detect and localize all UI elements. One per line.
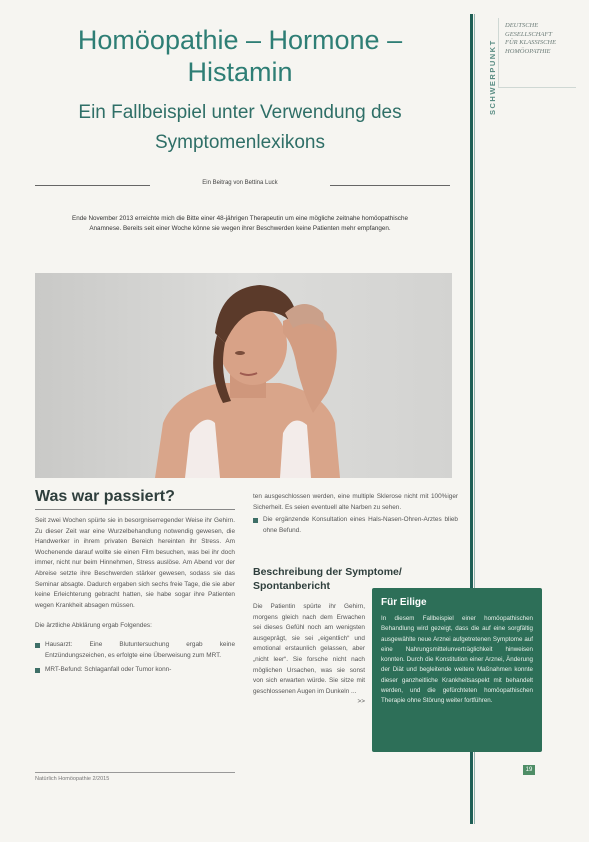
subheading-symptoms: Beschreibung der Symptome/ Spontanbericht [253, 566, 402, 592]
article-photo [35, 273, 452, 478]
footer-rule [35, 772, 235, 773]
column-left-paragraph-1: Seit zwei Wochen spürte sie in besorgniserregender Weise ihr Gehirn. Zu dieser Zeit war eine Wurzelbehandlung notwendig gewesen, die Handwerker in ihrem privaten Bereich hereinten ihr Stress. Am Wochenende darauf wollte sie einen Film besuchen, was bei ihr doch immer, nicht nur beim Hinnehmen, Stress auslöse. Am Abend vor der Abreise setzte ihre Beschwerden stärker gewesen, sodass sie das Seminar absagte. Dadurch ergaben sich sechs freie Tage, die sie aber keine Erleichterung gebracht hatten, sie habe sogar ihre Patienten wegen Krankheit absagen müssen. [35, 517, 235, 609]
column-right-bottom [253, 602, 365, 708]
bullet-item: MRT-Befund: Schlaganfall oder Tumor konn- [35, 665, 235, 676]
summary-box-heading: Für Eilige [381, 597, 427, 608]
column-left-paragraph-2: Die ärztliche Abklärung ergab Folgendes: [35, 622, 152, 630]
article-subtitle: Ein Fallbeispiel unter Verwendung des Symptomenlexikons [78, 102, 402, 153]
column-right-top [253, 492, 458, 536]
lead-paragraph: Ende November 2013 erreichte mich die Bitte einer 48-jährigen Therapeutin um eine mögliche zeitnahe homöopathische Anamnese. Bereits seit einer Woche könne sie wegen ihrer Beschwerden keine Patienten mehr empfangen. [72, 215, 408, 232]
summary-box-text: In diesem Fallbeispiel einer homöopathischen Behandlung wird gezeigt, dass die auf eine sorgfältig ausgewählte neue Arznei aufgetretenen Symptome auf eine Nahrungsmittelunverträglichkeit hinweisen konnten. Durch die Konstitution einer Arznei, Änderung der Diät und begleitende weitere Maßnahmen konnte dieser ganzheitliche Krankheitsaspekt mit behandelt werden, und die gefürchteten homöopathischen Therapie ohne Störung weiter fortführen. [381, 615, 533, 705]
byline-rule-left [35, 185, 150, 186]
byline: Ein Beitrag von Bettina Luck [150, 180, 330, 186]
column-right-paragraph-2: Die Patientin spürte ihr Gehirn, morgens gleich nach dem Erwachen sei dieses Gefühl noch am wenigsten ausgeprägt, sie sei „eigentlich“ und emotional erstaunlich gelassen, aber „nicht leer“. Sie forsche nicht nach möglichen Ursachen, was sie sonst von sich erwarten würde. Sie sitze mit geschlossenen Augen im Dunkeln ... [253, 603, 365, 695]
society-logo: DEUTSCHE GESELLSCHAFT FÜR KLASSISCHE HOMÖOPATHIE [498, 18, 576, 88]
journal-footer: Natürlich Homöopathie 2/2015 [35, 776, 110, 782]
column-left [35, 516, 235, 676]
section-label: SCHWERPUNKT [488, 39, 497, 115]
bullet-item: Hausarzt: Eine Blutuntersuchung ergab keine Entzündungszeichen, es erfolgte eine Überweisung zum MRT. [35, 640, 235, 661]
bullet-item: Die ergänzende Konsultation eines Hals-Nasen-Ohren-Arztes blieb ohne Befund. [253, 515, 458, 536]
section-heading: Was war passiert? [35, 488, 175, 505]
article-title: Homöopathie – Hormone – Histamin [77, 25, 403, 87]
summary-box [372, 588, 542, 752]
continue-arrow: >> [357, 698, 365, 706]
page-number: 19 [523, 765, 535, 775]
section-heading-rule [35, 509, 235, 510]
woman-headache-illustration [35, 273, 452, 478]
column-right-paragraph-1: ten ausgeschlossen werden, eine multiple Sklerose nicht mit 100%iger Sicherheit. Es seien eventuell alte Narben zu sehen. [253, 493, 458, 511]
byline-rule-right [330, 185, 450, 186]
